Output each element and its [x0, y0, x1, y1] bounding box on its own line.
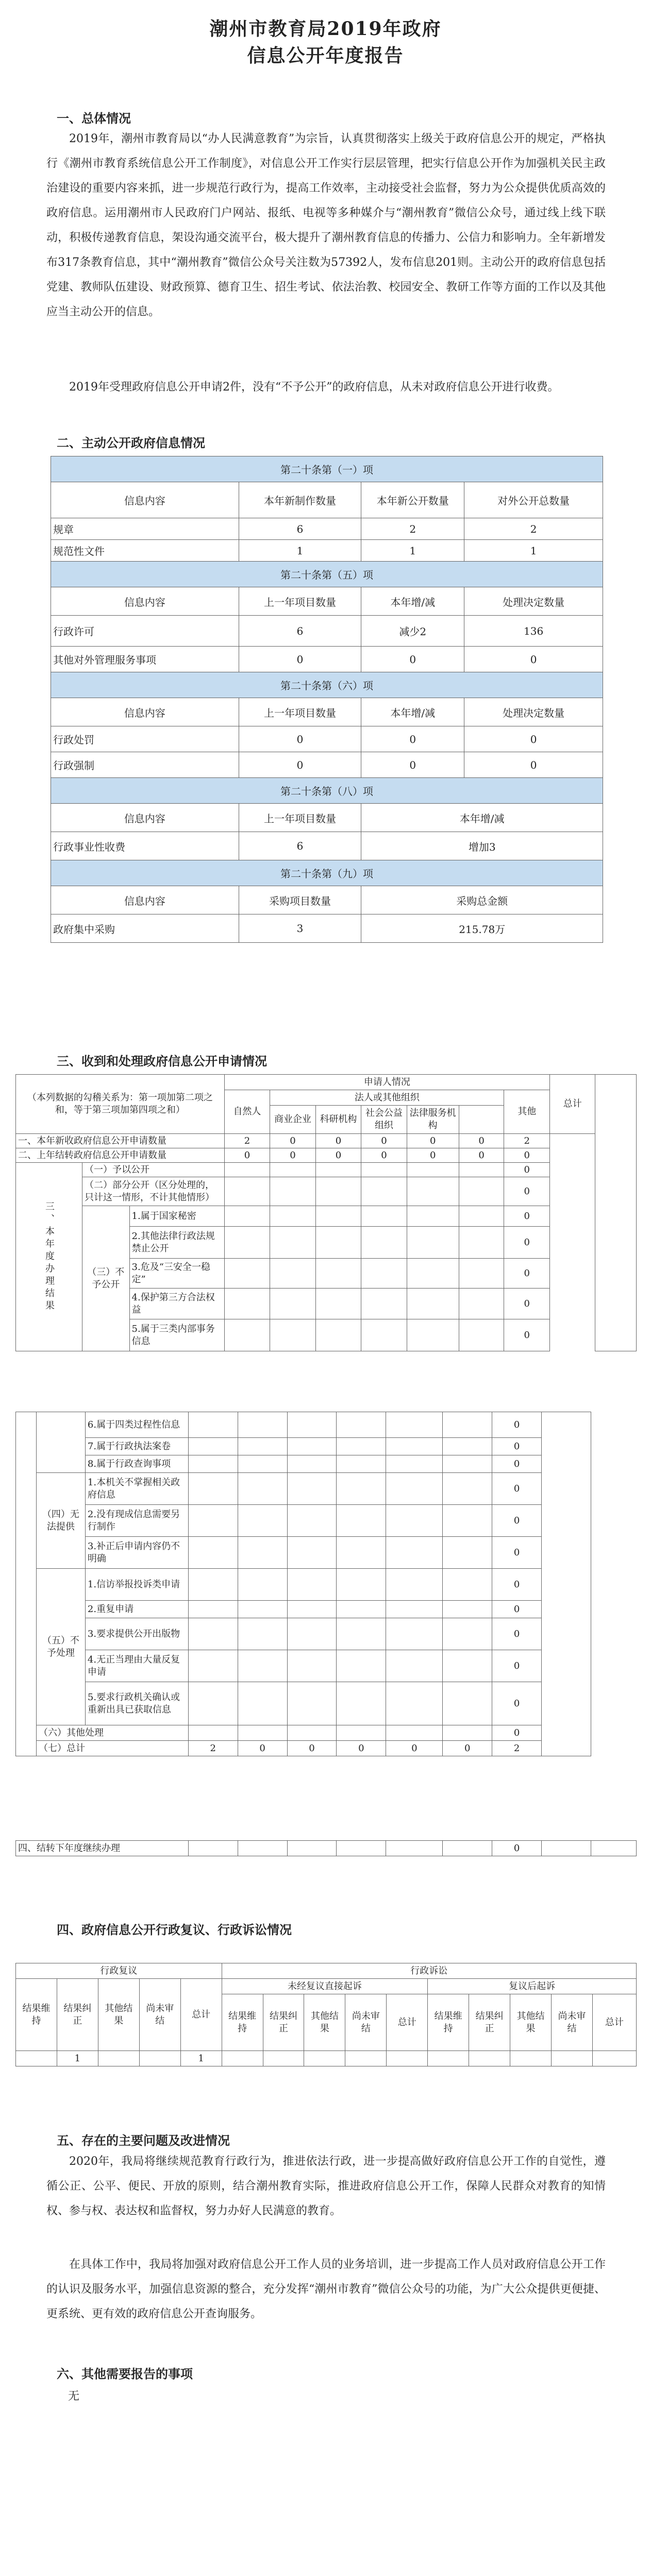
table-header: 尚未审结 [345, 1994, 387, 2051]
table-cell [222, 2051, 263, 2066]
table-header: 本年新制作数量 [239, 482, 361, 518]
table-cell: 3 [239, 914, 361, 943]
table-cell: 0 [492, 1412, 542, 1438]
table-cell: 0 [492, 1537, 542, 1569]
table-band: 第二十条第（九）项 [51, 860, 603, 886]
table-header: 处理决定数量 [464, 698, 603, 726]
section5-heading: 五、存在的主要问题及改进情况 [57, 2133, 230, 2148]
table-cell: 2 [224, 1134, 270, 1148]
table-spacer [36, 1412, 85, 1473]
table-header: 商业企业 [270, 1106, 316, 1134]
table-cell: 6 [239, 518, 361, 540]
row-label: 2.重复申请 [85, 1601, 188, 1618]
table-cell [592, 2051, 636, 2066]
row-label: 3.危及“三安全一稳定” [129, 1259, 224, 1289]
table-cell: 0 [239, 647, 361, 672]
table-cell: 0 [361, 726, 464, 752]
table-corner-note: （本列数据的勾稽关系为：第一项加第二项之和，等于第三项加第四项之和） [16, 1075, 225, 1134]
table-cell: 规章 [51, 518, 239, 540]
table-cell: 行政事业性收费 [51, 832, 239, 860]
table-cell: 0 [492, 1569, 542, 1601]
table-cell: 0 [270, 1148, 316, 1163]
table-header: 总计 [180, 1979, 222, 2051]
review-litigation-table [15, 1963, 637, 2066]
table-header: 信息内容 [51, 886, 239, 914]
row-label: 1.信访举报投诉类申请 [85, 1569, 188, 1601]
section4-heading: 四、政府信息公开行政复议、行政诉讼情况 [57, 1922, 292, 1937]
section5-paragraph2: 在具体工作中，我局将加强对政府信息公开工作人员的业务培训，进一步提高工作人员对政府信息公开工作的认识及服务水平，加强信息资源的整合，充分发挥“潮州市教育”微信公众号的功能，为广大公众提供更便捷、更系统、更有效的政府信息公开查询服务。 [46, 2258, 606, 2320]
table-cell: 0 [239, 752, 361, 778]
table-header: 对外公开总数量 [464, 482, 603, 518]
table-band: 第二十条第（六）项 [51, 672, 603, 698]
table-header: 社会公益组织 [361, 1106, 407, 1134]
table-cell: 0 [361, 752, 464, 778]
table-header: 处理决定数量 [464, 587, 603, 616]
row-label: 3.补正后申请内容仍不明确 [85, 1537, 188, 1569]
table-header: 尚未审结 [551, 1994, 592, 2051]
table-cell: 0 [464, 726, 603, 752]
section3-heading: 三、收到和处理政府信息公开申请情况 [57, 1054, 267, 1069]
table-header: 信息内容 [51, 804, 239, 832]
table-cell: 0 [238, 1741, 287, 1756]
active-disclosure-table [51, 456, 603, 943]
table-cell: 0 [464, 647, 603, 672]
table-cell: 0 [504, 1206, 550, 1227]
row-label: 2.没有现成信息需要另行制作 [85, 1505, 188, 1537]
table-cell [510, 2051, 552, 2066]
table-header: 其他结果 [304, 1994, 345, 2051]
row-label: （二）部分公开（区分处理的，只计这一情形，不计其他情形） [82, 1177, 225, 1206]
row-label: 2.其他法律行政法规禁止公开 [129, 1227, 224, 1259]
table-cell: 2 [188, 1741, 238, 1756]
table-header: 自然人 [224, 1090, 270, 1134]
table-header: 结果纠正 [263, 1994, 304, 2051]
table-cell: 0 [492, 1505, 542, 1537]
application-handling-table [15, 1074, 637, 1351]
table-cell: 2 [361, 518, 464, 540]
report-title-line1: 潮州市教育局2019年政府 [209, 18, 442, 40]
table-header: 信息内容 [51, 482, 239, 518]
row-group-label: （四）无法提供 [36, 1473, 85, 1569]
table-cell: 0 [492, 1455, 542, 1473]
table-header: 上一年项目数量 [239, 587, 361, 616]
row-label: 1.本机关不掌握相关政府信息 [85, 1473, 188, 1505]
table-header: 本年新公开数量 [361, 482, 464, 518]
table-cell: 0 [504, 1163, 550, 1177]
table-header: 上一年项目数量 [239, 698, 361, 726]
table-cell: 2 [492, 1741, 542, 1756]
carryover-row-table [15, 1840, 637, 1856]
table-cell: 行政强制 [51, 752, 239, 778]
table-cell: 行政许可 [51, 616, 239, 647]
table-cell: 0 [504, 1319, 550, 1351]
table-cell [16, 2051, 57, 2066]
row-label: 4.保护第三方合法权益 [129, 1289, 224, 1319]
table-cell: 0 [459, 1134, 504, 1148]
table-header: 信息内容 [51, 587, 239, 616]
row-label: 5.要求行政机关确认或重新出具已获取信息 [85, 1682, 188, 1725]
table-cell [139, 2051, 180, 2066]
row-label: 二、上年结转政府信息公开申请数量 [16, 1148, 225, 1163]
table-header: 其他结果 [98, 1979, 139, 2051]
section5-paragraph1: 2020年，我局将继续规范教育行政行为，推进依法行政，进一步提高做好政府信息公开工作的自觉性，遵循公正、公平、便民、开放的原则，结合潮州教育实际，推进政府信息公开工作，保障人民群众对教育的知情权、参与权、表达权和监督权，努力办好人民满意的教育。 [46, 2155, 606, 2217]
section6-heading: 六、其他需要报告的事项 [57, 2366, 193, 2381]
table-cell: 0 [287, 1741, 337, 1756]
table-header: 本年增/减 [361, 698, 464, 726]
section6-text: 无 [68, 2390, 80, 2403]
table-header: 本年增/减 [361, 804, 603, 832]
table-header: 信息内容 [51, 698, 239, 726]
table-cell: 0 [492, 1618, 542, 1650]
table-cell: 0 [361, 1134, 407, 1148]
table-cell: 其他对外管理服务事项 [51, 647, 239, 672]
table-cell [428, 2051, 469, 2066]
row-label: 8.属于行政查询事项 [85, 1455, 188, 1473]
table-header: 总计 [387, 1994, 428, 2051]
table-cell: 0 [386, 1741, 443, 1756]
table-cell: 0 [459, 1148, 504, 1163]
table-header: 结果纠正 [469, 1994, 510, 2051]
table-band: 第二十条第（八）项 [51, 778, 603, 804]
table-header: 尚未审结 [139, 1979, 180, 2051]
row-group-label: （三）不予公开 [82, 1206, 130, 1351]
table-header: 结果纠正 [57, 1979, 98, 2051]
table-cell: 减少2 [361, 616, 464, 647]
table-cell: 2 [504, 1134, 550, 1148]
table-cell: 0 [504, 1177, 550, 1206]
table-cell: 0 [224, 1148, 270, 1163]
table-cell: 0 [443, 1741, 492, 1756]
section1-heading: 一、总体情况 [57, 111, 131, 126]
table-cell: 136 [464, 616, 603, 647]
row-label: （七）总计 [36, 1741, 188, 1756]
table-spacer [542, 1412, 591, 1756]
row-label: 3.要求提供公开出版物 [85, 1618, 188, 1650]
row-label: 一、本年新收政府信息公开申请数量 [16, 1134, 225, 1148]
table-cell: 0 [504, 1289, 550, 1319]
table-cell: 0 [361, 647, 464, 672]
row-label: 6.属于四类过程性信息 [85, 1412, 188, 1438]
table-header: 本年增/减 [361, 587, 464, 616]
row-label: 4.无正当理由大量反复申请 [85, 1650, 188, 1682]
table-cell [304, 2051, 345, 2066]
table-cell: 规范性文件 [51, 540, 239, 562]
table-header: 行政复议 [16, 1963, 222, 1979]
table-band: 第二十条第（五）项 [51, 562, 603, 587]
table-cell [551, 2051, 592, 2066]
table-cell: 0 [492, 1841, 542, 1856]
table-cell: 0 [504, 1259, 550, 1289]
table-cell [387, 2051, 428, 2066]
table-header: 行政诉讼 [222, 1963, 636, 1979]
row-group-label: 三、本年度办理结果 [16, 1163, 82, 1351]
table-header: 采购项目数量 [239, 886, 361, 914]
section1-paragraph1: 2019年，潮州市教育局以“办人民满意教育”为宗旨，认真贯彻落实上级关于政府信息公开的规定，严格执行《潮州市教育系统信息公开工作制度》，对信息公开工作实行层层管理，把实行信息公开作为加强机关民主政治建设的重要内容来抓，进一步规范行政行为，提高工作效率，主动接受社会监督，努力为公众提供优质高效的政府信息。运用潮州市人民政府门户网站、报纸、电视等多种媒介与“潮州教育”微信公众号，通过线上线下联动，积极传递教育信息，架设沟通交流平台，极大提升了潮州教育信息的传播力、公信力和影响力。全年新增发布317条教育信息，其中“潮州教育”微信公众号关注数为57392人，发布信息201则。主动公开的政府信息包括党建、教师队伍建设、财政预算、德育卫生、招生考试、依法治教、校园安全、教研工作等方面的工作以及其他应当主动公开的信息。 [46, 132, 606, 318]
table-cell: 1 [239, 540, 361, 562]
table-header: 结果维持 [428, 1994, 469, 2051]
row-label: 1.属于国家秘密 [129, 1206, 224, 1227]
table-cell: 1 [180, 2051, 222, 2066]
table-cell: 1 [57, 2051, 98, 2066]
row-label: （一）予以公开 [82, 1163, 225, 1177]
table-cell: 2 [464, 518, 603, 540]
table-header: 未经复议直接起诉 [222, 1979, 428, 1994]
table-header: 申请人情况 [224, 1075, 549, 1090]
table-header: 法律服务机构 [407, 1106, 459, 1134]
table-header: 采购总金额 [361, 886, 603, 914]
table-header: 科研机构 [315, 1106, 361, 1134]
row-label: 四、结转下年度继续办理 [16, 1841, 189, 1856]
row-label: 5.属于三类内部事务信息 [129, 1319, 224, 1351]
table-cell: 0 [315, 1134, 361, 1148]
table-cell: 行政处罚 [51, 726, 239, 752]
row-group-label: （五）不予处理 [36, 1569, 85, 1725]
table-header: 复议后起诉 [428, 1979, 637, 1994]
table-cell: 1 [464, 540, 603, 562]
table-cell: 0 [337, 1741, 386, 1756]
table-header: 总计 [549, 1075, 595, 1134]
table-cell: 0 [492, 1650, 542, 1682]
table-cell [345, 2051, 387, 2066]
table-band: 第二十条第（一）项 [51, 456, 603, 482]
table-cell: 215.78万 [361, 914, 603, 943]
table-header: 其他 [504, 1090, 550, 1134]
table-cell: 1 [361, 540, 464, 562]
table-cell: 0 [270, 1134, 316, 1148]
section1-paragraph2: 2019年受理政府信息公开申请2件，没有“不予公开”的政府信息，从未对政府信息公开进行收费。 [69, 381, 559, 394]
table-cell: 0 [407, 1148, 459, 1163]
table-cell: 0 [504, 1148, 550, 1163]
row-label: 7.属于行政执法案卷 [85, 1438, 188, 1455]
table-cell [469, 2051, 510, 2066]
table-header: 总计 [592, 1994, 636, 2051]
table-cell: 0 [315, 1148, 361, 1163]
report-title-line2: 信息公开年度报告 [247, 45, 404, 66]
row-group-spacer [16, 1412, 37, 1756]
table-cell: 6 [239, 832, 361, 860]
table-cell: 0 [492, 1725, 542, 1741]
table-cell [263, 2051, 304, 2066]
table-header: 其他结果 [510, 1994, 552, 2051]
table-spacer [595, 1075, 637, 1351]
table-cell: 0 [492, 1601, 542, 1618]
table-cell: 政府集中采购 [51, 914, 239, 943]
section2-heading: 二、主动公开政府信息情况 [57, 435, 205, 450]
row-label: （六）其他处理 [36, 1725, 188, 1741]
table-cell: 0 [504, 1227, 550, 1259]
table-header: 结果维持 [222, 1994, 263, 2051]
table-cell: 6 [239, 616, 361, 647]
table-header: 上一年项目数量 [239, 804, 361, 832]
table-cell: 0 [407, 1134, 459, 1148]
table-cell [98, 2051, 139, 2066]
table-cell: 0 [239, 726, 361, 752]
table-cell: 0 [492, 1473, 542, 1505]
table-cell: 0 [361, 1148, 407, 1163]
table-header: 结果维持 [16, 1979, 57, 2051]
table-cell: 0 [492, 1438, 542, 1455]
application-handling-table-continued [15, 1412, 637, 1756]
table-cell: 0 [492, 1682, 542, 1725]
table-cell: 0 [464, 752, 603, 778]
table-cell: 增加3 [361, 832, 603, 860]
table-header: 法人或其他组织 [270, 1090, 504, 1106]
